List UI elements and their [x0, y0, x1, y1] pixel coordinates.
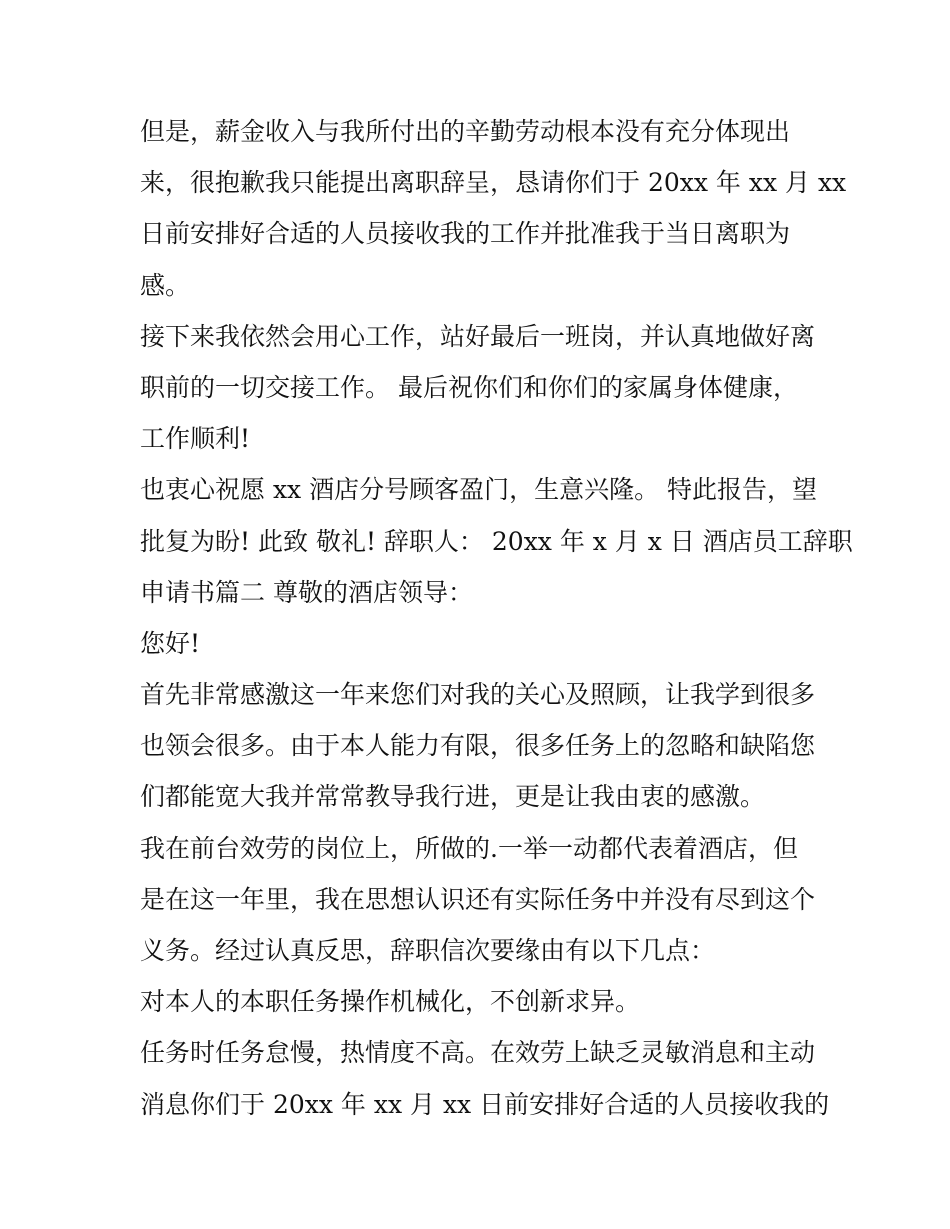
text-line: 但是，薪金收入与我所付出的辛勤劳动根本没有充分体现出 [140, 117, 791, 146]
text-line: 申请书篇二 尊敬的酒店领导： [140, 577, 473, 607]
text-line: 接下来我依然会用心工作，站好最后一班岗，并认真地做好离 [140, 321, 816, 351]
text-line: 批复为盼! 此致 敬礼! 辞职人： 20xx 年 x 月 x 日 酒店员工辞职 [140, 526, 853, 556]
text-line: 您好! [140, 628, 201, 658]
text-line: 也衷心祝愿 xx 酒店分号顾客盈门，生意兴隆。 特此报告，望 [140, 475, 818, 505]
text-line: 也领会很多。由于本人能力有限，很多任务上的忽略和缺陷您 [140, 731, 816, 761]
text-line: 义务。经过认真反思，辞职信次要缘由有以下几点： [140, 936, 716, 965]
text-line: 消息你们于 20xx 年 xx 月 xx 日前安排好合适的人员接收我的 [140, 1089, 830, 1119]
text-line: 们都能宽大我并常常教导我行进，更是让我由衷的感激。 [140, 782, 766, 812]
text-line: 首先非常感激这一年来您们对我的关心及照顾，让我学到很多 [140, 680, 816, 710]
text-line: 来，很抱歉我只能提出离职辞呈，恳请你们于 20xx 年 xx 月 xx [140, 168, 847, 198]
text-line: 工作顺利! [140, 424, 251, 454]
text-line: 是在这一年里，我在思想认识还有实际任务中并没有尽到这个 [140, 884, 816, 914]
text-line: 对本人的本职任务操作机械化，不创新求异。 [140, 987, 641, 1017]
text-line: 任务时任务怠慢，热情度不高。在效劳上缺乏灵敏消息和主动 [140, 1038, 816, 1068]
text-line: 我在前台效劳的岗位上，所做的.一举一动都代表着酒店，但 [140, 833, 798, 863]
document-body [140, 106, 853, 1130]
text-line: 日前安排好合适的人员接收我的工作并批准我于当日离职为 [140, 219, 791, 249]
text-line: 职前的一切交接工作。 最后祝你们和你们的家属身体健康， [140, 372, 798, 402]
text-line: 感。 [140, 270, 191, 300]
